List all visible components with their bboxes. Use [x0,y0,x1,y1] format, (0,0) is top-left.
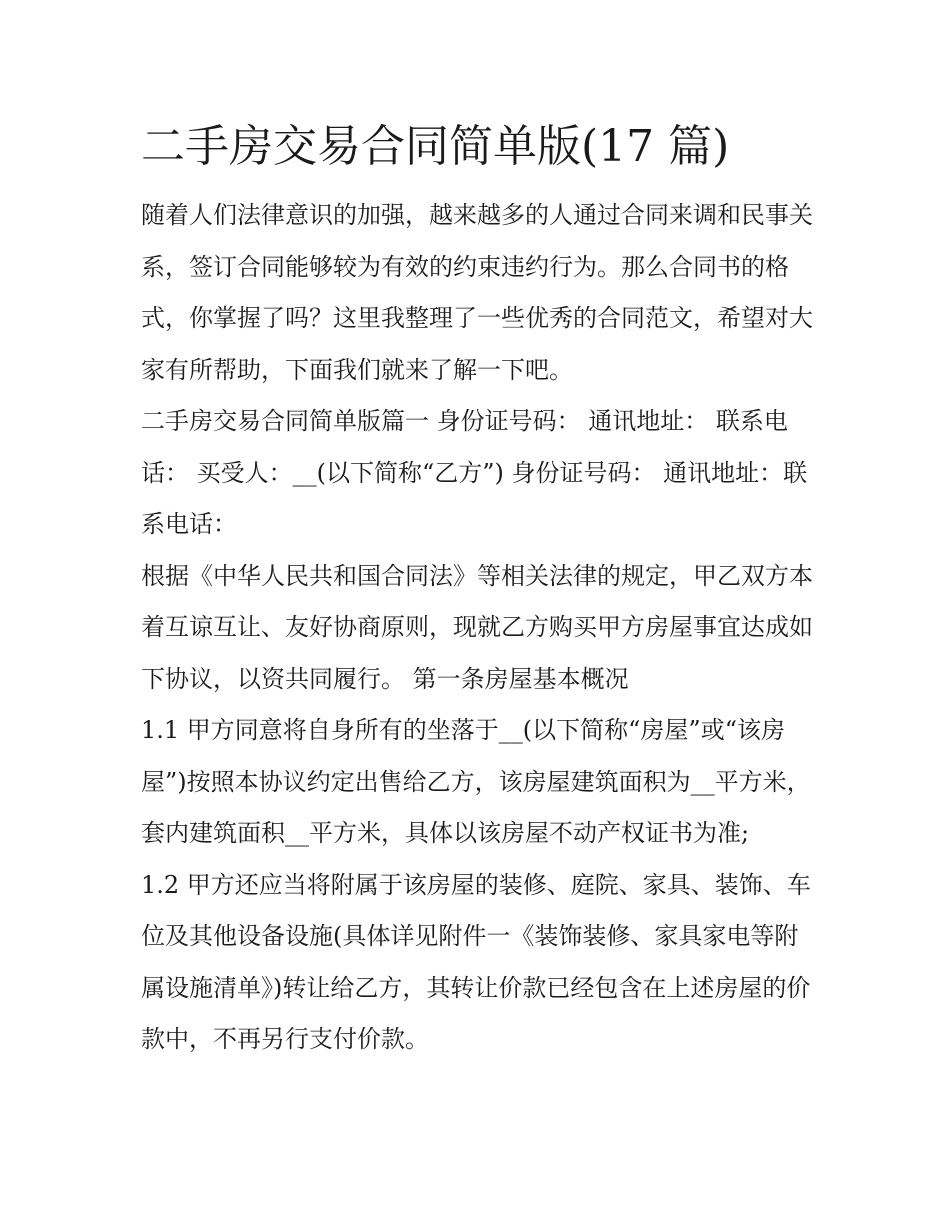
agreement-paragraph: 根据《中华人民共和国合同法》等相关法律的规定，甲乙双方本着互谅互让、友好协商原则，现就乙方购买甲方房屋事宜达成如下协议，以资共同履行。 第一条房屋基本概况 [141,561,813,693]
clause-1-1-paragraph: 1.1 甲方同意将自身所有的坐落于__(以下简称“房屋”或“该房屋”)按照本协议约定出售给乙方，该房屋建筑面积为__平方米，套内建筑面积__平方米，具体以该房屋不动产权证书为准; [141,716,811,847]
intro-paragraph: 随着人们法律意识的加强，越来越多的人通过合同来调和民事关系，签订合同能够较为有效的约束违约行为。那么合同书的格式，你掌握了吗？这里我整理了一些优秀的合同范文，希望对大家有所帮助，下面我们就来了解一下吧。 [141,201,813,384]
document-title: 二手房交易合同简单版(17 篇) [141,121,730,172]
clause-1-2-paragraph: 1.2 甲方还应当将附属于该房屋的装修、庭院、家具、装饰、车位及其他设备设施(具体详见附件一《装饰装修、家具家电等附属设施清单》)转让给乙方，其转让价款已经包含在上述房屋的价款中，不再另行支付价款。 [141,870,811,1053]
document-page [141,110,816,1066]
parties-paragraph: 二手房交易合同简单版篇一 身份证号码： 通讯地址： 联系电话： 买受人：__(以下简称“乙方”) 身份证号码： 通讯地址：联系电话： [141,407,808,538]
